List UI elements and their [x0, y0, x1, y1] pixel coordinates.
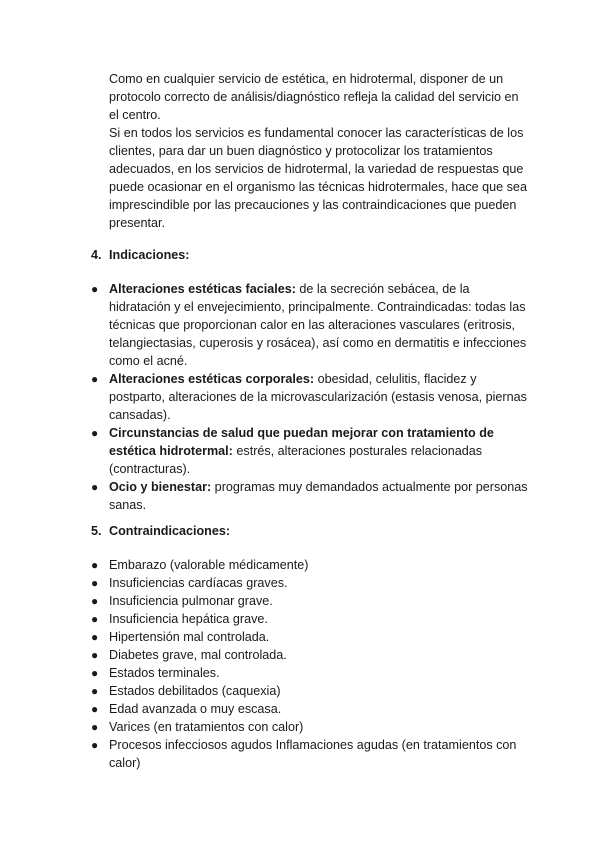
- list-item: [91, 556, 531, 574]
- item-bold: Circunstancias de salud que puedan mejorar con tratamiento de estética hidrotermal:: [109, 426, 494, 458]
- bullet-icon: ●: [91, 684, 99, 698]
- list-item: [91, 700, 531, 718]
- list-item: [91, 718, 531, 736]
- item-text: Estados debilitados (caquexia): [109, 684, 281, 698]
- bullet-icon: ●: [91, 738, 99, 752]
- bullet-icon: ●: [91, 372, 99, 386]
- item-text: de la secreción sebácea, de la hidratación y el envejecimiento, principalmente. Contraindicadas: todas las técnicas que proporcionan calor en las alteraciones vasculares (eritrosis, telangiectasias, cuperosis y rosácea), así como en dermatitis e infecciones como el acné.: [109, 282, 527, 368]
- list-item: [91, 574, 531, 592]
- item-text: Edad avanzada o muy escasa.: [109, 702, 282, 716]
- item-text: Insuficiencias cardíacas graves.: [109, 576, 288, 590]
- list-item: [91, 280, 531, 370]
- section-heading-indicaciones: [91, 246, 531, 264]
- item-text: Procesos infecciosos agudos Inflamaciones agudas (en tratamientos con calor): [109, 738, 517, 770]
- bullet-icon: ●: [91, 576, 99, 590]
- item-bold: Alteraciones estéticas corporales:: [109, 372, 315, 386]
- item-text: Hipertensión mal controlada.: [109, 630, 270, 644]
- section-title: Indicaciones:: [109, 248, 190, 262]
- bullet-icon: ●: [91, 720, 99, 734]
- section-heading-contraindicaciones: [91, 522, 531, 540]
- bullet-icon: ●: [91, 666, 99, 680]
- list-item: [91, 478, 531, 514]
- list-item: [91, 592, 531, 610]
- bullet-icon: ●: [91, 702, 99, 716]
- item-text: Embarazo (valorable médicamente): [109, 558, 309, 572]
- bullet-icon: ●: [91, 594, 99, 608]
- intro-paragraph: Como en cualquier servicio de estética, en hidrotermal, disponer de un protocolo correcto de análisis/diagnóstico refleja la calidad del servicio en el centro.: [109, 72, 519, 122]
- section-title: Contraindicaciones:: [109, 524, 231, 538]
- bullet-icon: ●: [91, 612, 99, 626]
- bullet-icon: ●: [91, 426, 99, 440]
- contraindicaciones-list: [91, 556, 531, 772]
- list-item: [91, 424, 531, 478]
- bullet-icon: ●: [91, 630, 99, 644]
- item-bold: Ocio y bienestar:: [109, 480, 212, 494]
- item-text: Varices (en tratamientos con calor): [109, 720, 304, 734]
- item-bold: Alteraciones estéticas faciales:: [109, 282, 296, 296]
- item-text: Insuficiencia hepática grave.: [109, 612, 268, 626]
- item-text: Estados terminales.: [109, 666, 220, 680]
- item-text: estrés, alteraciones posturales relacionadas (contracturas).: [109, 444, 483, 476]
- list-item: [91, 370, 531, 424]
- intro-text: [109, 70, 529, 232]
- section-number: 4.: [91, 248, 102, 262]
- intro-paragraph: Si en todos los servicios es fundamental conocer las características de los clientes, para dar un buen diagnóstico y protocolizar los tratamientos adecuados, en los servicios de hidrotermal, la variedad de respuestas que puede ocasionar en el organismo las técnicas hidrotermales, hace que sea imprescindible por las precauciones y las contraindicaciones que pueden presentar.: [109, 126, 527, 230]
- item-text: Insuficiencia pulmonar grave.: [109, 594, 273, 608]
- list-item: [91, 736, 531, 772]
- section-number: 5.: [91, 524, 102, 538]
- item-text: Diabetes grave, mal controlada.: [109, 648, 287, 662]
- list-item: [91, 628, 531, 646]
- bullet-icon: ●: [91, 480, 99, 494]
- item-text: obesidad, celulitis, flacidez y postparto, alteraciones de la microvascularización (estasis venosa, piernas cansadas).: [109, 372, 527, 422]
- item-text: programas muy demandados actualmente por personas sanas.: [109, 480, 528, 512]
- list-item: [91, 664, 531, 682]
- bullet-icon: ●: [91, 282, 99, 296]
- list-item: [91, 610, 531, 628]
- list-item: [91, 646, 531, 664]
- list-item: [91, 682, 531, 700]
- bullet-icon: ●: [91, 558, 99, 572]
- bullet-icon: ●: [91, 648, 99, 662]
- indicaciones-list: [91, 280, 531, 514]
